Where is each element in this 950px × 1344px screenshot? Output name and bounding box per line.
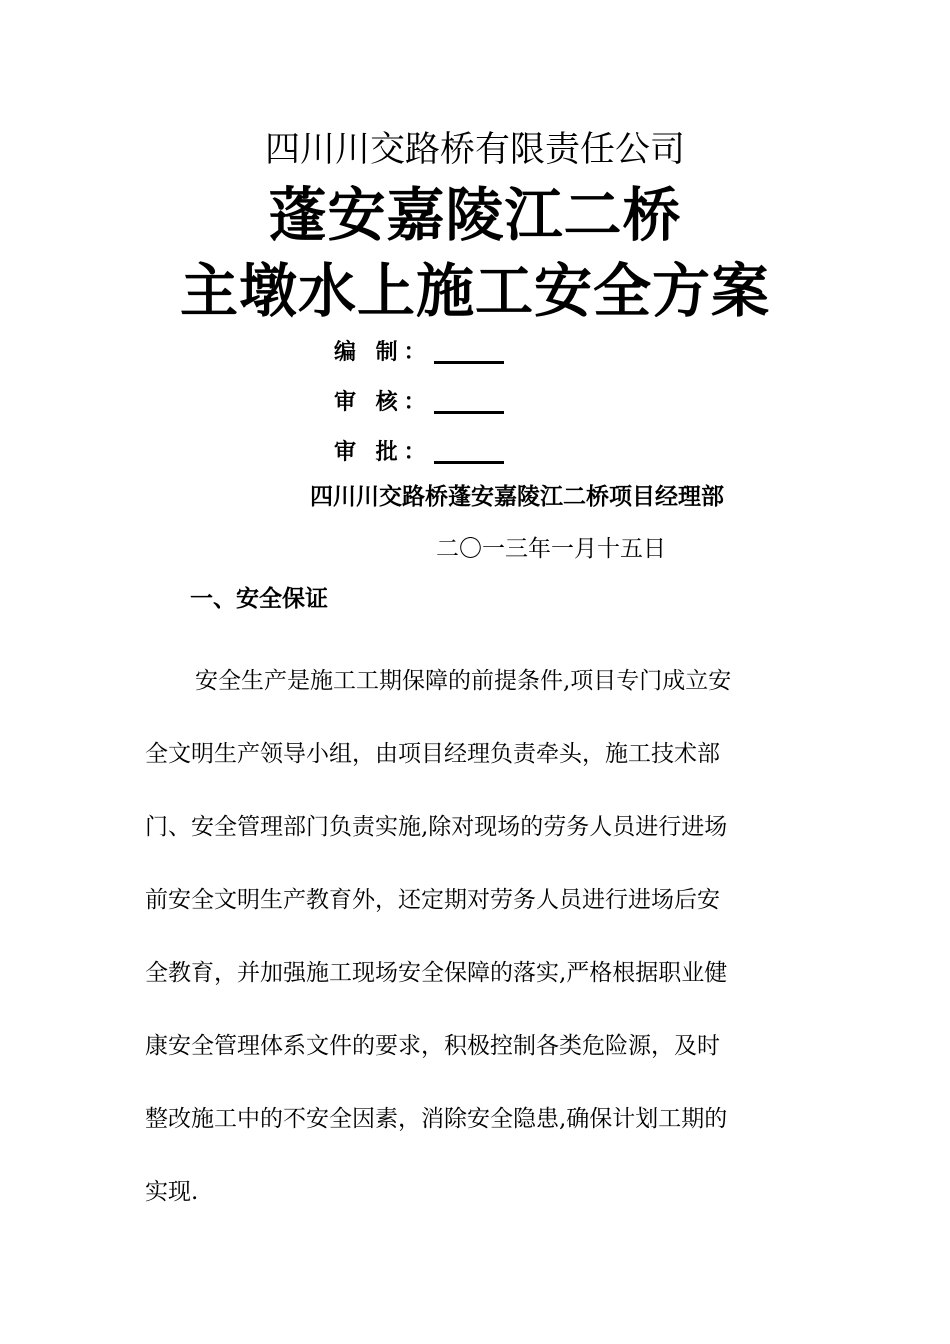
document-title: 主墩水上施工安全方案: [179, 257, 770, 325]
section-body: [145, 645, 810, 1229]
body-line: 前安全文明生产教育外，还定期对劳务人员进行进场后安: [145, 887, 720, 913]
body-line: 实现.: [145, 1179, 199, 1205]
signoff-reviewed: [334, 384, 504, 418]
body-line: 整改施工中的不安全因素，消除安全隐患,确保计划工期的: [145, 1106, 728, 1132]
project-title: 蓬安嘉陵江二桥: [268, 181, 682, 249]
signoff-approved: [334, 434, 504, 468]
signoff-label: 编 制：: [334, 340, 432, 365]
signoff-compiled: [334, 334, 504, 368]
body-line: 门、安全管理部门负责实施,除对现场的劳务人员进行进场: [145, 814, 728, 840]
signature-blank-line: [434, 361, 504, 364]
body-line: 全教育，并加强施工现场安全保障的落实,严格根据职业健: [145, 960, 728, 986]
signoff-label: 审 批：: [334, 440, 432, 465]
signature-blank-line: [434, 461, 504, 464]
issuing-department: 四川川交路桥蓬安嘉陵江二桥项目经理部: [310, 484, 724, 510]
body-line: 安全生产是施工工期保障的前提条件,项目专门成立安: [195, 668, 732, 694]
signoff-label: 审 核：: [334, 390, 432, 415]
body-line: 全文明生产领导小组，由项目经理负责牵头，施工技术部: [145, 741, 720, 767]
body-line: 康安全管理体系文件的要求，积极控制各类危险源，及时: [145, 1033, 720, 1059]
issue-date: 二〇一三年一月十五日: [436, 536, 666, 562]
signature-blank-line: [434, 411, 504, 414]
company-name: 四川川交路桥有限责任公司: [264, 130, 685, 170]
section-heading: 一、安全保证: [190, 586, 328, 612]
